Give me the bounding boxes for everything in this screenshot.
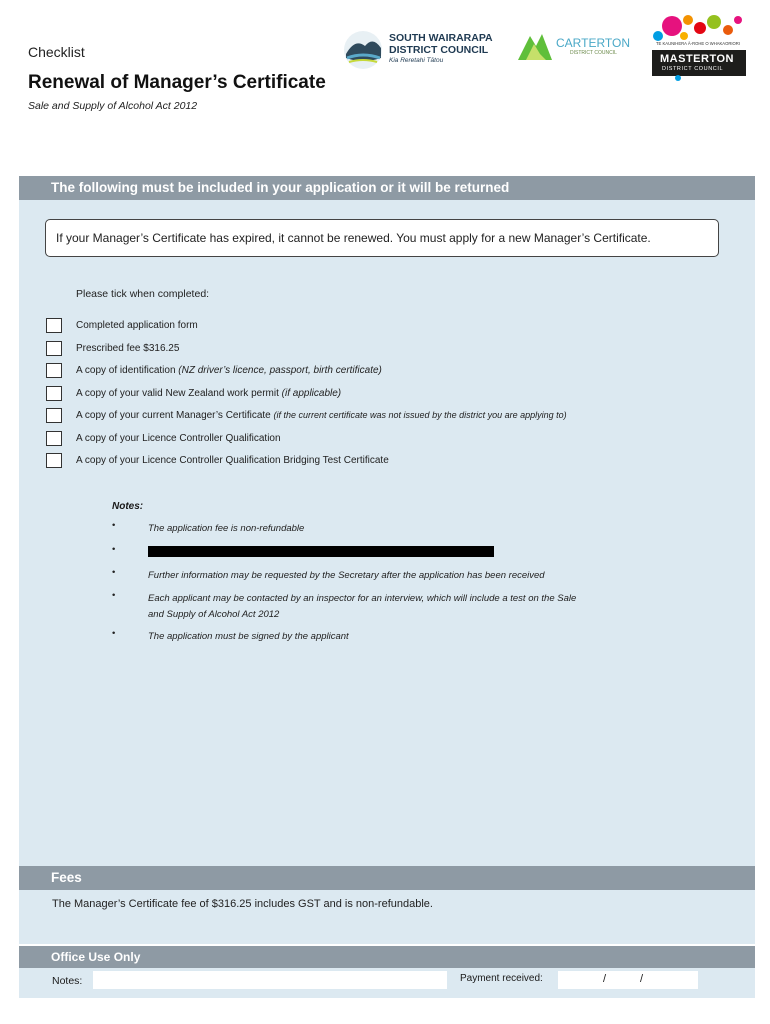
checkbox[interactable] <box>46 318 62 333</box>
masterton-logo <box>648 14 748 82</box>
payment-date-field[interactable] <box>558 971 698 989</box>
office-use-header: Office Use Only <box>19 946 755 968</box>
masterton-name: MASTERTON <box>660 53 734 65</box>
checkbox[interactable] <box>46 453 62 468</box>
checklist-item-label: Completed application form <box>76 320 198 331</box>
office-notes-field[interactable] <box>93 971 447 989</box>
checkbox[interactable] <box>46 408 62 423</box>
requirements-header: The following must be included in your application or it will be returned <box>19 176 755 200</box>
checklist-item-label: A copy of your current Manager’s Certificate (if the current certificate was not issued by the district you are applying to) <box>76 410 567 421</box>
page-title: Renewal of Manager’s Certificate <box>28 72 326 93</box>
swdc-line1: SOUTH WAIRARAPA <box>389 32 493 44</box>
checklist-item-label: A copy of your Licence Controller Qualification Bridging Test Certificate <box>76 455 389 466</box>
checklist-item-label: Prescribed fee $316.25 <box>76 343 180 354</box>
office-notes-label: Notes: <box>52 975 83 987</box>
checkbox[interactable] <box>46 386 62 401</box>
payment-received-label: Payment received: <box>460 973 543 984</box>
expired-notice: If your Manager’s Certificate has expired, it cannot be renewed. You must apply for a new Manager’s Certificate. <box>45 219 719 257</box>
fees-text: The Manager’s Certificate fee of $316.25 includes GST and is non-refundable. <box>52 898 433 910</box>
date-separator: / <box>603 973 607 985</box>
carterton-sub: DISTRICT COUNCIL <box>570 50 617 56</box>
checkbox[interactable] <box>46 341 62 356</box>
tick-instruction: Please tick when completed: <box>76 288 210 300</box>
masterton-top: TE KAUNIHERA Ā-ROHE O WHAKAORIORI <box>656 41 740 46</box>
redaction-bar <box>148 546 494 557</box>
fees-header: Fees <box>19 866 755 890</box>
carterton-name: CARTERTON <box>556 36 631 50</box>
swdc-line2: DISTRICT COUNCIL <box>389 44 489 56</box>
checklist-label: Checklist <box>28 44 85 60</box>
checklist-item-label: A copy of your valid New Zealand work permit (if applicable) <box>76 388 342 399</box>
south-wairarapa-logo <box>343 28 503 72</box>
checkbox[interactable] <box>46 431 62 446</box>
date-separator: / <box>640 973 644 985</box>
page-subtitle: Sale and Supply of Alcohol Act 2012 <box>28 100 198 112</box>
carterton-tree-icon <box>516 30 554 62</box>
checklist-item-label: A copy of your Licence Controller Qualification <box>76 433 281 444</box>
checklist-item-label: A copy of identification (NZ driver’s licence, passport, birth certificate) <box>76 365 382 376</box>
swdc-tagline: Kia Reretahi Tātou <box>389 57 444 64</box>
notes-title: Notes: <box>112 501 144 512</box>
carterton-logo <box>516 30 632 64</box>
checkbox[interactable] <box>46 363 62 378</box>
masterton-sub: DISTRICT COUNCIL <box>662 66 724 72</box>
